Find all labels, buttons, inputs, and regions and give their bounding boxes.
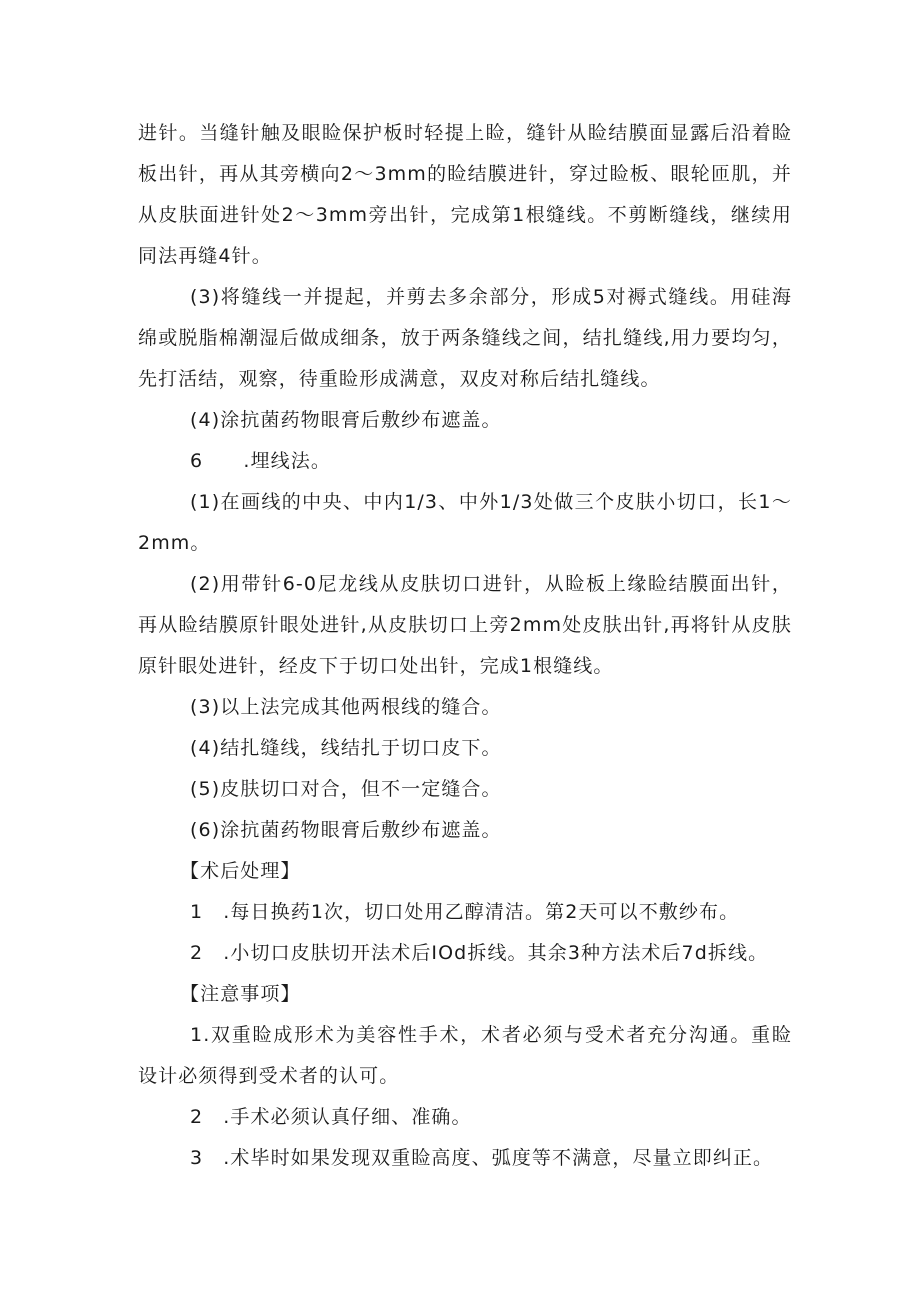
paragraph-step-4-ointment: (4)涂抗菌药物眼膏后敷纱布遮盖。 [190, 409, 502, 431]
paragraph-buried-step-4: (4)结扎缝线，线结扎于切口皮下。 [190, 737, 502, 759]
paragraph-postop-2: 2 .小切口皮肤切开法术后IOd拆线。其余3种方法术后7d拆线。 [190, 942, 769, 964]
paragraph-postop-1: 1 .每日换药1次，切口处用乙醇清洁。第2天可以不敷纱布。 [190, 901, 740, 923]
paragraph-buried-step-1: (1)在画线的中央、中内1/3、中外1/3处做三个皮肤小切口，长1〜2mm。 [138, 491, 792, 554]
paragraph-buried-step-3: (3)以上法完成其他两根线的缝合。 [190, 696, 502, 718]
paragraph-buried-step-5: (5)皮肤切口对合，但不一定缝合。 [190, 778, 502, 800]
paragraph-suture-continuation: 进针。当缝针触及眼睑保护板时轻提上睑，缝针从睑结膜面显露后沿着睑板出针，再从其旁横向2〜3mm的睑结膜进针，穿过睑板、眼轮匝肌，并从皮肤面进针处2〜3mm旁出针，完成第1根缝线。不剪断缝线，继续用同法再缝4针。 [138, 122, 792, 267]
paragraph-step-3-mattress-sutures: (3)将缝线一并提起，并剪去多余部分，形成5对褥式缝线。用硅海绵或脱脂棉潮湿后做成细条，放于两条缝线之间，结扎缝线,用力要均匀，先打活结，观察，待重睑形成满意，双皮对称后结扎缝线。 [138, 286, 792, 390]
section-heading-precautions: 【注意事项】 [180, 983, 301, 1005]
section-heading-postoperative-care: 【术后处理】 [180, 860, 301, 882]
paragraph-precaution-2: 2 .手术必须认真仔细、准确。 [190, 1106, 472, 1128]
paragraph-buried-step-6: (6)涂抗菌药物眼膏后敷纱布遮盖。 [190, 819, 502, 841]
paragraph-precaution-3: 3 .术毕时如果发现双重睑高度、弧度等不满意，尽量立即纠正。 [190, 1147, 774, 1169]
paragraph-buried-step-2: (2)用带针6-0尼龙线从皮肤切口进针，从睑板上缘睑结膜面出针，再从睑结膜原针眼处进针,从皮肤切口上旁2mm处皮肤出针,再将针从皮肤原针眼处进针，经皮下于切口处出针，完成1根缝线。 [138, 573, 792, 677]
paragraph-precaution-1: 1.双重睑成形术为美容性手术，术者必须与受术者充分沟通。重睑设计必须得到受术者的认可。 [138, 1024, 792, 1087]
section-heading-buried-suture: 6 .埋线法。 [190, 450, 331, 472]
